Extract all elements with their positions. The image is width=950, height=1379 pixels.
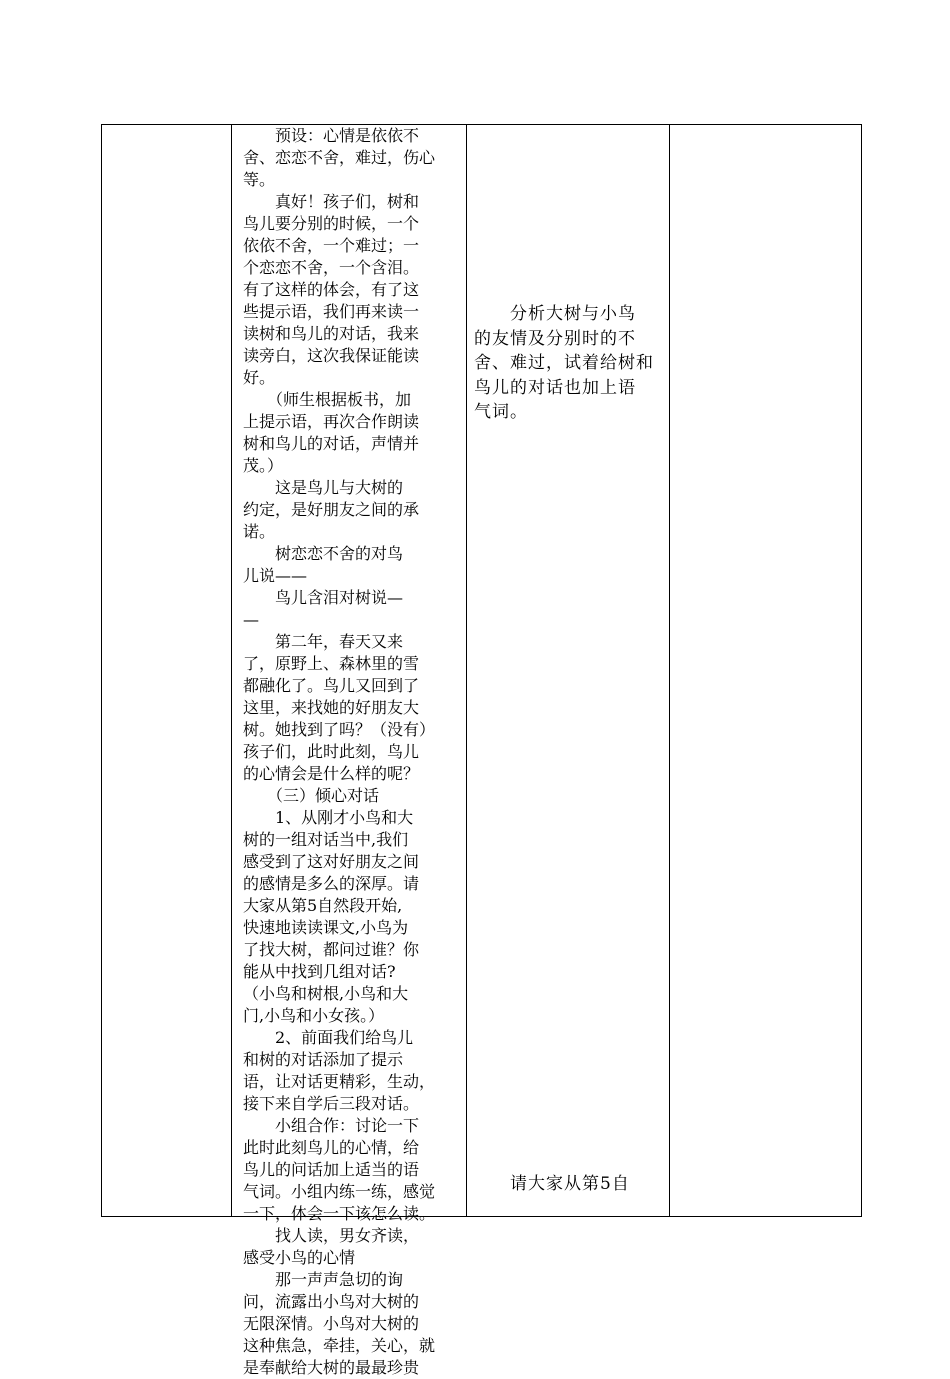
text-line: 第二年，春天又来 [243,632,404,651]
text-line: 的感情是多么的深厚。请 [243,874,420,893]
design-intent-cell [474,302,664,425]
text-line: 好。 [243,368,276,387]
text-line: 分析大树与小鸟 [474,304,636,324]
text-line: 依依不舍，一个难过；一 [243,236,420,255]
text-line: 预设：心情是依依不 [243,126,420,145]
text-line: 孩子们，此时此刻，鸟儿 [243,742,420,761]
text-line: 舍、恋恋不舍，难过，伤心 [243,148,436,167]
text-line: 小组合作：讨论一下 [243,1116,420,1135]
text-line: 都融化了。鸟儿又回到了 [243,676,420,695]
text-line: 些提示语，我们再来读一 [243,302,420,321]
text-line: 这里，来找她的好朋友大 [243,698,420,717]
text-line: 大家从第5自然段开始, [243,896,403,915]
text-line: 的友情及分别时的不 [474,328,636,349]
text-line: 等。 [243,170,276,189]
text-line: 读树和鸟儿的对话，我来 [243,324,420,343]
text-line: 了，原野上、森林里的雪 [243,654,420,673]
text-line: 个恋恋不舍，一个含泪。 [243,258,420,277]
text-line: 请大家从第5自 [474,1174,630,1194]
text-line: 门,小鸟和小女孩。） [243,1006,385,1025]
text-line: 快速地读读课文,小鸟为 [243,918,409,937]
text-line: 感受到了这对好朋友之间 [243,852,420,871]
text-line: 树。她找到了吗？（没有） [243,720,436,739]
text-line: 的心情会是什么样的呢？ [243,764,420,783]
text-line: 接下来自学后三段对话。 [243,1094,420,1113]
text-line: 无限深情。小鸟对大树的 [243,1314,420,1333]
text-line: 找人读，男女齐读， [243,1226,420,1245]
text-line: 这是鸟儿与大树的 [243,478,404,497]
text-line: 读旁白，这次我保证能读 [243,346,420,365]
text-line: 树和鸟儿的对话，声情并 [243,434,420,453]
text-line: 上提示语，再次合作朗读 [243,412,420,431]
text-line: 鸟儿要分别的时候，一个 [243,214,420,233]
text-line: 1、从刚才小鸟和大 [243,808,414,827]
text-line: 感受小鸟的心情 [243,1248,356,1267]
text-line: 这种焦急，牵挂，关心，就 [243,1336,436,1355]
teaching-content-cell [243,125,468,1379]
text-line: 那一声声急切的询 [243,1270,404,1289]
text-line: 儿说—— [243,566,308,585]
text-line: — [243,610,259,629]
text-line: 和树的对话添加了提示 [243,1050,404,1069]
text-line: 了找大树，都问过谁？你 [243,940,420,959]
lesson-plan-table [101,124,862,1377]
text-line: 2、前面我们给鸟儿 [243,1028,414,1047]
text-line: （师生根据板书，加 [243,390,412,409]
text-line: 诺。 [243,522,276,541]
text-line: （三）倾心对话 [243,786,380,805]
column-divider [231,125,232,1216]
text-line: 能从中找到几组对话? [243,962,396,981]
text-line: 约定，是好朋友之间的承 [243,500,420,519]
design-intent-cell-continued [474,1172,664,1197]
text-line: 此时此刻鸟儿的心情，给 [243,1138,420,1157]
text-line: 真好！孩子们，树和 [243,192,420,211]
text-line: 气词。小组内练一练，感觉 [243,1182,436,1201]
text-line: 鸟儿的对话也加上语 [474,377,636,398]
text-line: 树的一组对话当中,我们 [243,830,409,849]
text-line: 树恋恋不舍的对鸟 [243,544,404,563]
text-line: 鸟儿含泪对树说— [243,588,404,607]
text-line: 茂。） [243,456,284,475]
text-line: 语，让对话更精彩，生动， [243,1072,436,1091]
text-line: 有了这样的体会，有了这 [243,280,420,299]
text-line: 舍、难过，试着给树和 [474,353,654,373]
text-line: 气词。 [474,402,528,422]
text-line: 鸟儿的问话加上适当的语 [243,1160,420,1179]
text-line: 是奉献给大树的最最珍贵 [243,1358,420,1377]
text-line: 问，流露出小鸟对大树的 [243,1292,420,1311]
column-divider [669,125,670,1216]
text-line: （小鸟和树根,小鸟和大 [243,984,409,1003]
text-line: 一下，体会一下该怎么读。 [243,1204,436,1223]
